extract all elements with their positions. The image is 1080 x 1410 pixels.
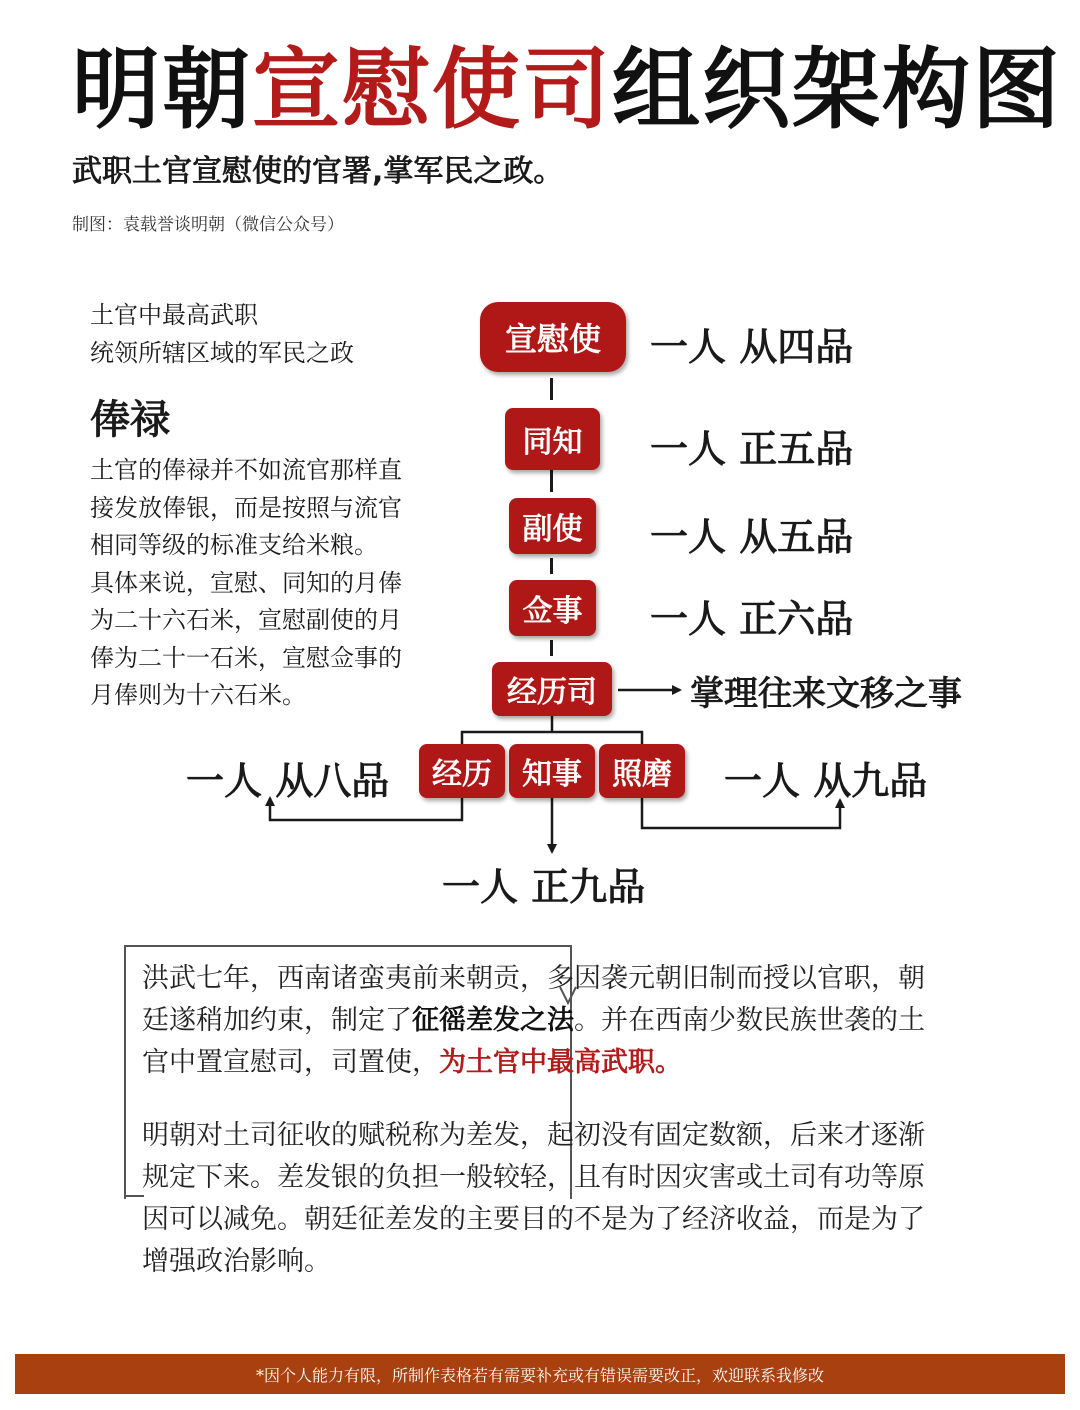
para1-text: 。并在西南少数民族世袭的土官中置宣慰司，司置使， xyxy=(142,1005,925,1078)
salary-line: 俸为二十一石米，宣慰佥事的 xyxy=(90,643,402,672)
rank-fushi: 一人 从五品 xyxy=(650,515,854,559)
para1-highlight: 为土官中最高武职。 xyxy=(439,1047,682,1078)
intro-line: 土官中最高武职 xyxy=(90,301,258,329)
title-highlight: 宣慰使司 xyxy=(252,38,613,141)
rank-zhaomo: 一人 从九品 xyxy=(724,759,928,803)
bracket-line xyxy=(462,732,642,744)
rank-tongzhi: 一人 正五品 xyxy=(650,427,854,471)
para1-bold: 征徭差发之法 xyxy=(412,1005,574,1036)
node-jingli: 经历 xyxy=(419,744,505,798)
rank-jingli: 一人 从八品 xyxy=(186,759,390,803)
rank-xuanweishi: 一人 从四品 xyxy=(650,325,854,369)
title-part3: 组织架构图 xyxy=(612,38,1063,141)
node-zhishi: 知事 xyxy=(509,744,595,798)
title-part1: 明朝 xyxy=(72,38,253,141)
salary-line: 月俸则为十六石米。 xyxy=(90,681,306,709)
jinglisi-duty: 掌理往来文移之事 xyxy=(690,674,962,714)
node-tongzhi: 同知 xyxy=(505,408,600,470)
subtitle: 武职土官宣慰使的官署,掌军民之政。 xyxy=(72,154,564,189)
salary-heading: 俸禄 xyxy=(90,396,170,443)
tax-paragraph: 明朝对土司征收的赋税称为差发，起初没有固定数额，后来才逐渐规定下来。差发银的负担一般较轻，且有时因灾害或土司有功等原因可以减免。朝廷征差发的主要目的不是为了经济收益，而是为了增强政治影响。 xyxy=(142,1120,925,1277)
footer-banner: *因个人能力有限，所制作表格若有需要补充或有错误需要改正，欢迎联系我修改 xyxy=(15,1354,1065,1394)
salary-line: 为二十六石米，宣慰副使的月 xyxy=(90,606,402,634)
para1-text: 洪武七年，西南诸蛮夷前来朝贡，多因袭元朝旧制而授以官职，朝廷遂稍加约束，制定了 xyxy=(142,963,925,1036)
salary-line: 具体来说，宣慰、同知的月俸 xyxy=(90,568,402,597)
rank-qianshi: 一人 正六品 xyxy=(650,597,854,641)
intro-line: 统领所辖区域的军民之政 xyxy=(90,339,354,367)
node-xuanweishi: 宣慰使 xyxy=(480,302,626,372)
history-paragraph xyxy=(142,958,942,1084)
note-frame-foot xyxy=(124,1195,144,1197)
credit: 制图：袁载誉谈明朝（微信公众号） xyxy=(72,215,344,235)
salary-line: 相同等级的标准支给米粮。 xyxy=(90,531,378,559)
salary-line: 接发放俸银，而是按照与流官 xyxy=(90,493,402,522)
node-qianshi: 佥事 xyxy=(509,580,596,636)
node-fushi: 副使 xyxy=(509,498,596,554)
node-jinglisi: 经历司 xyxy=(492,662,612,716)
salary-line: 土官的俸禄并不如流官那样直 xyxy=(90,456,402,484)
node-zhaomo: 照磨 xyxy=(599,744,685,798)
rank-zhishi: 一人 正九品 xyxy=(442,865,646,909)
